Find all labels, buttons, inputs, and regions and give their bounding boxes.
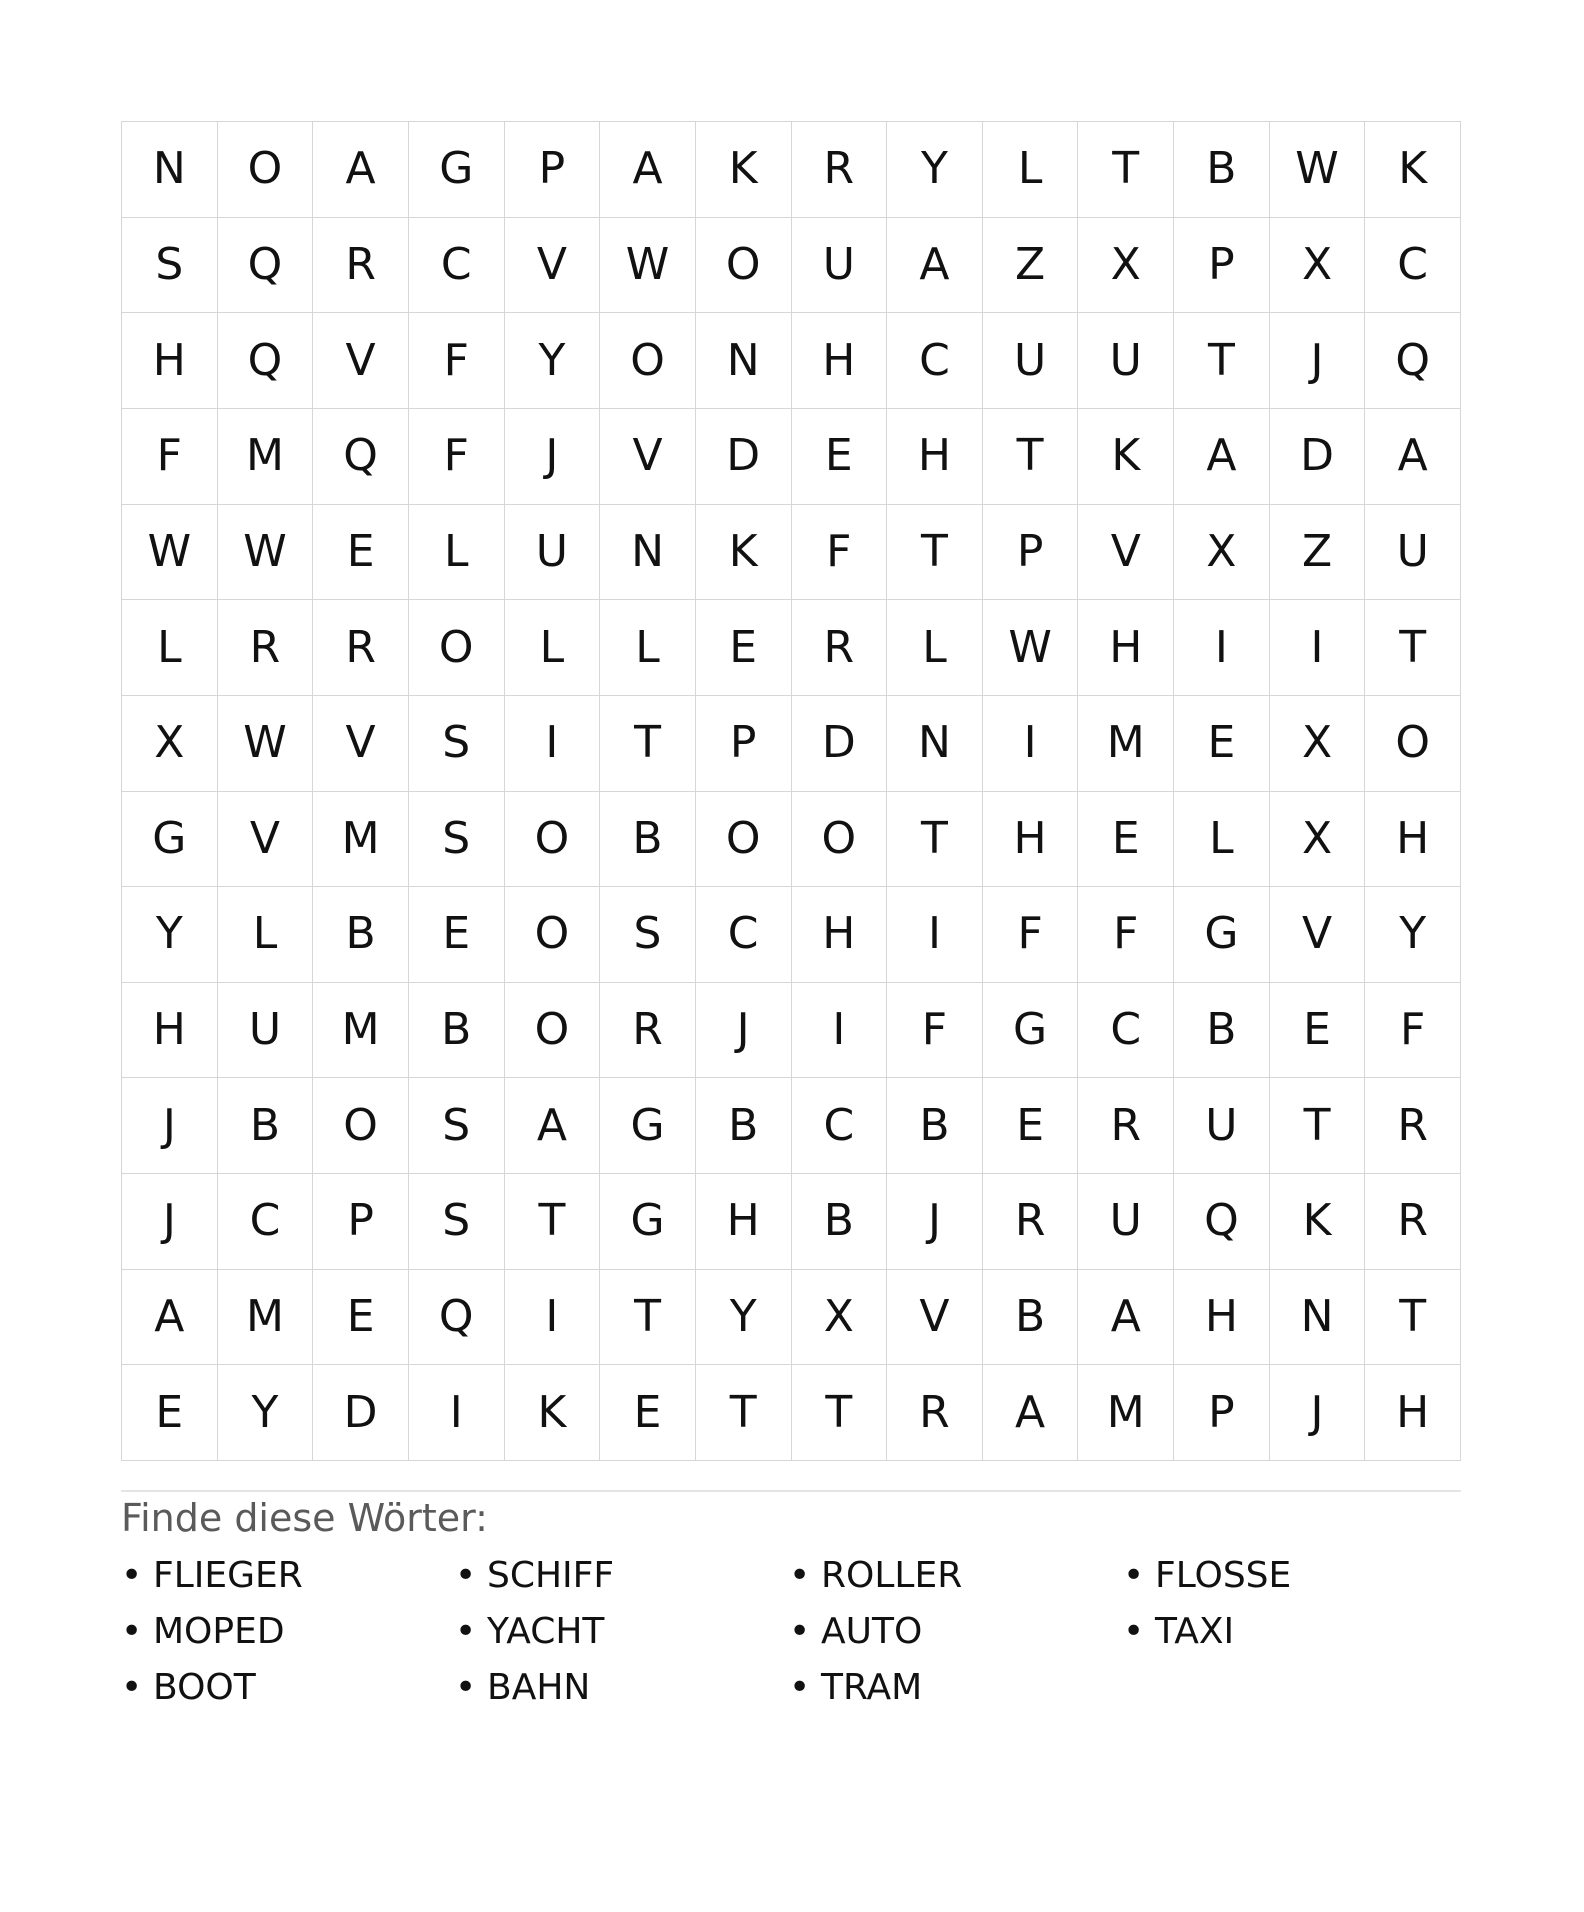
grid-cell[interactable]: V [313, 313, 409, 409]
word-list-item [789, 1555, 962, 1596]
grid-cell[interactable]: S [409, 1174, 505, 1270]
grid-cell[interactable]: M [313, 983, 409, 1079]
grid-cell[interactable]: T [600, 1270, 696, 1366]
grid-cell[interactable]: V [1078, 505, 1174, 601]
divider [121, 1490, 1461, 1492]
grid-cell[interactable]: O [505, 887, 601, 983]
grid-cell[interactable]: R [1365, 1078, 1461, 1174]
grid-cell[interactable]: E [409, 887, 505, 983]
grid-cell[interactable]: N [122, 122, 218, 218]
grid-cell[interactable]: X [1270, 792, 1366, 888]
grid-cell[interactable]: J [887, 1174, 983, 1270]
grid-cell[interactable]: L [409, 505, 505, 601]
grid-cell[interactable]: A [313, 122, 409, 218]
grid-cell[interactable]: H [122, 313, 218, 409]
grid-cell[interactable]: L [218, 887, 314, 983]
grid-cell[interactable]: U [1078, 313, 1174, 409]
grid-cell[interactable]: B [600, 792, 696, 888]
bullet-icon: • [1123, 1611, 1145, 1652]
grid-cell[interactable]: R [313, 218, 409, 314]
grid-cell[interactable]: Q [1174, 1174, 1270, 1270]
grid-cell[interactable]: T [983, 409, 1079, 505]
grid-cell[interactable]: R [313, 600, 409, 696]
grid-cell[interactable]: X [1270, 218, 1366, 314]
grid-cell[interactable]: B [696, 1078, 792, 1174]
grid-cell[interactable]: J [1270, 1365, 1366, 1461]
word-list-item [121, 1555, 303, 1596]
grid-cell[interactable]: X [1270, 696, 1366, 792]
grid-cell[interactable]: C [218, 1174, 314, 1270]
grid-cell[interactable]: M [218, 409, 314, 505]
grid-cell[interactable]: A [983, 1365, 1079, 1461]
grid-cell[interactable]: W [600, 218, 696, 314]
grid-cell[interactable]: I [792, 983, 888, 1079]
grid-cell[interactable]: G [409, 122, 505, 218]
grid-cell[interactable]: X [1174, 505, 1270, 601]
grid-cell[interactable]: O [1365, 696, 1461, 792]
grid-cell[interactable]: A [1365, 409, 1461, 505]
grid-cell[interactable]: Y [122, 887, 218, 983]
bullet-icon: • [121, 1667, 143, 1708]
grid-cell[interactable]: O [600, 313, 696, 409]
grid-cell[interactable]: P [1174, 1365, 1270, 1461]
grid-cell[interactable]: R [792, 122, 888, 218]
grid-cell[interactable]: P [313, 1174, 409, 1270]
grid-cell[interactable]: S [600, 887, 696, 983]
instruction-heading: Finde diese Wörter: [121, 1496, 488, 1540]
bullet-icon: • [789, 1667, 811, 1708]
word-list [121, 1555, 1461, 1725]
grid-cell[interactable]: L [887, 600, 983, 696]
grid-cell[interactable]: B [1174, 983, 1270, 1079]
grid-cell[interactable]: G [983, 983, 1079, 1079]
grid-cell[interactable]: P [983, 505, 1079, 601]
grid-cell[interactable]: H [1365, 792, 1461, 888]
grid-cell[interactable]: U [983, 313, 1079, 409]
grid-cell[interactable]: F [983, 887, 1079, 983]
word-label: AUTO [821, 1611, 923, 1652]
grid-cell[interactable]: H [792, 313, 888, 409]
grid-cell[interactable]: G [600, 1174, 696, 1270]
bullet-icon: • [121, 1611, 143, 1652]
grid-cell[interactable]: P [1174, 218, 1270, 314]
word-label: FLOSSE [1155, 1555, 1292, 1596]
grid-cell[interactable]: C [792, 1078, 888, 1174]
grid-cell[interactable]: K [1078, 409, 1174, 505]
grid-cell[interactable]: Q [313, 409, 409, 505]
grid-cell[interactable]: Y [1365, 887, 1461, 983]
word-label: ROLLER [821, 1555, 963, 1596]
grid-cell[interactable]: O [218, 122, 314, 218]
grid-cell[interactable]: R [1078, 1078, 1174, 1174]
word-label: TAXI [1155, 1611, 1235, 1652]
grid-cell[interactable]: E [1174, 696, 1270, 792]
grid-cell[interactable]: T [1174, 313, 1270, 409]
grid-cell[interactable]: B [409, 983, 505, 1079]
grid-cell[interactable]: P [505, 122, 601, 218]
grid-cell[interactable]: J [696, 983, 792, 1079]
word-label: BAHN [487, 1667, 591, 1708]
grid-cell[interactable]: W [983, 600, 1079, 696]
grid-cell[interactable]: Q [218, 313, 314, 409]
grid-cell[interactable]: X [792, 1270, 888, 1366]
grid-cell[interactable]: R [218, 600, 314, 696]
bullet-icon: • [455, 1555, 477, 1596]
grid-cell[interactable]: F [792, 505, 888, 601]
grid-cell[interactable]: M [1078, 1365, 1174, 1461]
grid-cell[interactable]: S [409, 696, 505, 792]
word-list-item [789, 1611, 922, 1652]
grid-cell[interactable]: C [696, 887, 792, 983]
grid-cell[interactable]: F [409, 409, 505, 505]
grid-cell[interactable]: V [1270, 887, 1366, 983]
word-label: TRAM [821, 1667, 923, 1708]
grid-cell[interactable]: D [313, 1365, 409, 1461]
word-list-item [1123, 1555, 1291, 1596]
grid-cell[interactable]: U [1078, 1174, 1174, 1270]
grid-cell[interactable]: E [1270, 983, 1366, 1079]
grid-cell[interactable]: H [1174, 1270, 1270, 1366]
word-list-item [789, 1667, 922, 1708]
grid-cell[interactable]: I [1270, 600, 1366, 696]
grid-cell[interactable]: I [505, 1270, 601, 1366]
grid-cell[interactable]: G [1174, 887, 1270, 983]
grid-cell[interactable]: N [1270, 1270, 1366, 1366]
grid-cell[interactable]: Q [409, 1270, 505, 1366]
grid-cell[interactable]: T [792, 1365, 888, 1461]
grid-cell[interactable]: H [1365, 1365, 1461, 1461]
grid-cell[interactable]: O [409, 600, 505, 696]
grid-cell[interactable]: N [696, 313, 792, 409]
grid-cell[interactable]: B [792, 1174, 888, 1270]
grid-cell[interactable]: W [1270, 122, 1366, 218]
grid-cell[interactable]: F [409, 313, 505, 409]
grid-cell[interactable]: A [600, 122, 696, 218]
grid-cell[interactable]: R [983, 1174, 1079, 1270]
grid-cell[interactable]: N [600, 505, 696, 601]
grid-cell[interactable]: R [792, 600, 888, 696]
word-list-item [455, 1555, 614, 1596]
grid-cell[interactable]: S [122, 218, 218, 314]
grid-cell[interactable]: A [122, 1270, 218, 1366]
word-label: MOPED [153, 1611, 285, 1652]
grid-cell[interactable]: U [792, 218, 888, 314]
grid-cell[interactable]: S [409, 1078, 505, 1174]
grid-cell[interactable]: M [313, 792, 409, 888]
grid-cell[interactable]: C [1365, 218, 1461, 314]
grid-cell[interactable]: T [505, 1174, 601, 1270]
bullet-icon: • [789, 1611, 811, 1652]
grid-cell[interactable]: B [1174, 122, 1270, 218]
grid-cell[interactable]: N [887, 696, 983, 792]
grid-cell[interactable]: J [122, 1174, 218, 1270]
word-list-item [121, 1667, 256, 1708]
word-label: YACHT [487, 1611, 605, 1652]
grid-cell[interactable]: T [696, 1365, 792, 1461]
grid-cell[interactable]: F [122, 409, 218, 505]
grid-cell[interactable]: C [887, 313, 983, 409]
grid-cell[interactable]: Z [1270, 505, 1366, 601]
grid-cell[interactable]: G [122, 792, 218, 888]
grid-cell[interactable]: Q [218, 218, 314, 314]
grid-cell[interactable]: I [1174, 600, 1270, 696]
grid-cell[interactable]: V [218, 792, 314, 888]
letter-grid [121, 121, 1461, 1461]
grid-cell[interactable]: D [1270, 409, 1366, 505]
grid-cell[interactable]: U [1174, 1078, 1270, 1174]
word-list-item [455, 1667, 590, 1708]
grid-cell[interactable]: V [313, 696, 409, 792]
grid-cell[interactable]: Q [1365, 313, 1461, 409]
grid-cell[interactable]: D [792, 696, 888, 792]
grid-cell[interactable]: U [1365, 505, 1461, 601]
grid-cell[interactable]: H [983, 792, 1079, 888]
grid-cell[interactable]: E [1078, 792, 1174, 888]
grid-cell[interactable]: O [792, 792, 888, 888]
grid-cell[interactable]: D [696, 409, 792, 505]
grid-cell[interactable]: X [1078, 218, 1174, 314]
grid-cell[interactable]: S [409, 792, 505, 888]
grid-cell[interactable]: Y [218, 1365, 314, 1461]
grid-cell[interactable]: O [696, 218, 792, 314]
grid-cell[interactable]: T [1078, 122, 1174, 218]
grid-cell[interactable]: L [600, 600, 696, 696]
grid-cell[interactable]: K [505, 1365, 601, 1461]
grid-cell[interactable]: J [1270, 313, 1366, 409]
bullet-icon: • [455, 1667, 477, 1708]
grid-cell[interactable]: Y [505, 313, 601, 409]
grid-cell[interactable]: H [792, 887, 888, 983]
grid-cell[interactable]: E [122, 1365, 218, 1461]
bullet-icon: • [1123, 1555, 1145, 1596]
word-label: SCHIFF [487, 1555, 615, 1596]
grid-cell[interactable]: T [1270, 1078, 1366, 1174]
grid-cell[interactable]: C [1078, 983, 1174, 1079]
grid-cell[interactable]: W [218, 505, 314, 601]
grid-cell[interactable]: E [983, 1078, 1079, 1174]
grid-cell[interactable]: J [122, 1078, 218, 1174]
grid-cell[interactable]: E [792, 409, 888, 505]
grid-cell[interactable]: J [505, 409, 601, 505]
grid-cell[interactable]: Y [696, 1270, 792, 1366]
grid-cell[interactable]: E [600, 1365, 696, 1461]
grid-cell[interactable]: L [1174, 792, 1270, 888]
word-label: FLIEGER [153, 1555, 303, 1596]
grid-cell[interactable]: T [1365, 1270, 1461, 1366]
grid-cell[interactable]: U [505, 505, 601, 601]
grid-cell[interactable]: H [696, 1174, 792, 1270]
grid-cell[interactable]: E [696, 600, 792, 696]
grid-cell[interactable]: V [505, 218, 601, 314]
grid-cell[interactable]: L [505, 600, 601, 696]
grid-cell[interactable]: L [122, 600, 218, 696]
bullet-icon: • [789, 1555, 811, 1596]
grid-cell[interactable]: T [887, 792, 983, 888]
grid-cell[interactable]: W [122, 505, 218, 601]
grid-cell[interactable]: H [122, 983, 218, 1079]
word-list-item [455, 1611, 604, 1652]
grid-cell[interactable]: R [887, 1365, 983, 1461]
grid-cell[interactable]: H [1078, 600, 1174, 696]
grid-cell[interactable]: X [122, 696, 218, 792]
grid-cell[interactable]: F [887, 983, 983, 1079]
grid-cell[interactable]: O [313, 1078, 409, 1174]
grid-cell[interactable]: O [505, 983, 601, 1079]
grid-cell[interactable]: V [887, 1270, 983, 1366]
grid-cell[interactable]: K [696, 122, 792, 218]
grid-cell[interactable]: T [1365, 600, 1461, 696]
grid-cell[interactable]: K [696, 505, 792, 601]
grid-cell[interactable]: I [505, 696, 601, 792]
grid-cell[interactable]: I [887, 887, 983, 983]
grid-cell[interactable]: A [1078, 1270, 1174, 1366]
grid-cell[interactable]: T [600, 696, 696, 792]
word-list-item [121, 1611, 285, 1652]
grid-cell[interactable]: B [887, 1078, 983, 1174]
word-label: BOOT [153, 1667, 256, 1708]
grid-cell[interactable]: M [218, 1270, 314, 1366]
grid-cell[interactable]: L [983, 122, 1079, 218]
grid-cell[interactable]: B [313, 887, 409, 983]
grid-cell[interactable]: O [696, 792, 792, 888]
grid-cell[interactable]: E [313, 1270, 409, 1366]
word-list-item [1123, 1611, 1234, 1652]
grid-cell[interactable]: I [983, 696, 1079, 792]
grid-cell[interactable]: U [218, 983, 314, 1079]
grid-cell[interactable]: K [1270, 1174, 1366, 1270]
grid-cell[interactable]: A [1174, 409, 1270, 505]
grid-cell[interactable]: V [600, 409, 696, 505]
grid-cell[interactable]: Z [983, 218, 1079, 314]
bullet-icon: • [121, 1555, 143, 1596]
grid-cell[interactable]: F [1078, 887, 1174, 983]
grid-cell[interactable]: C [409, 218, 505, 314]
grid-cell[interactable]: M [1078, 696, 1174, 792]
grid-cell[interactable]: P [696, 696, 792, 792]
grid-cell[interactable]: T [887, 505, 983, 601]
grid-cell[interactable]: H [887, 409, 983, 505]
grid-cell[interactable]: Y [887, 122, 983, 218]
grid-cell[interactable]: B [983, 1270, 1079, 1366]
grid-cell[interactable]: O [505, 792, 601, 888]
grid-cell[interactable]: R [600, 983, 696, 1079]
grid-cell[interactable]: F [1365, 983, 1461, 1079]
grid-cell[interactable]: I [409, 1365, 505, 1461]
grid-cell[interactable]: W [218, 696, 314, 792]
grid-cell[interactable]: R [1365, 1174, 1461, 1270]
grid-cell[interactable]: A [887, 218, 983, 314]
grid-cell[interactable]: A [505, 1078, 601, 1174]
grid-cell[interactable]: G [600, 1078, 696, 1174]
grid-cell[interactable]: B [218, 1078, 314, 1174]
bullet-icon: • [455, 1611, 477, 1652]
grid-cell[interactable]: K [1365, 122, 1461, 218]
grid-cell[interactable]: E [313, 505, 409, 601]
